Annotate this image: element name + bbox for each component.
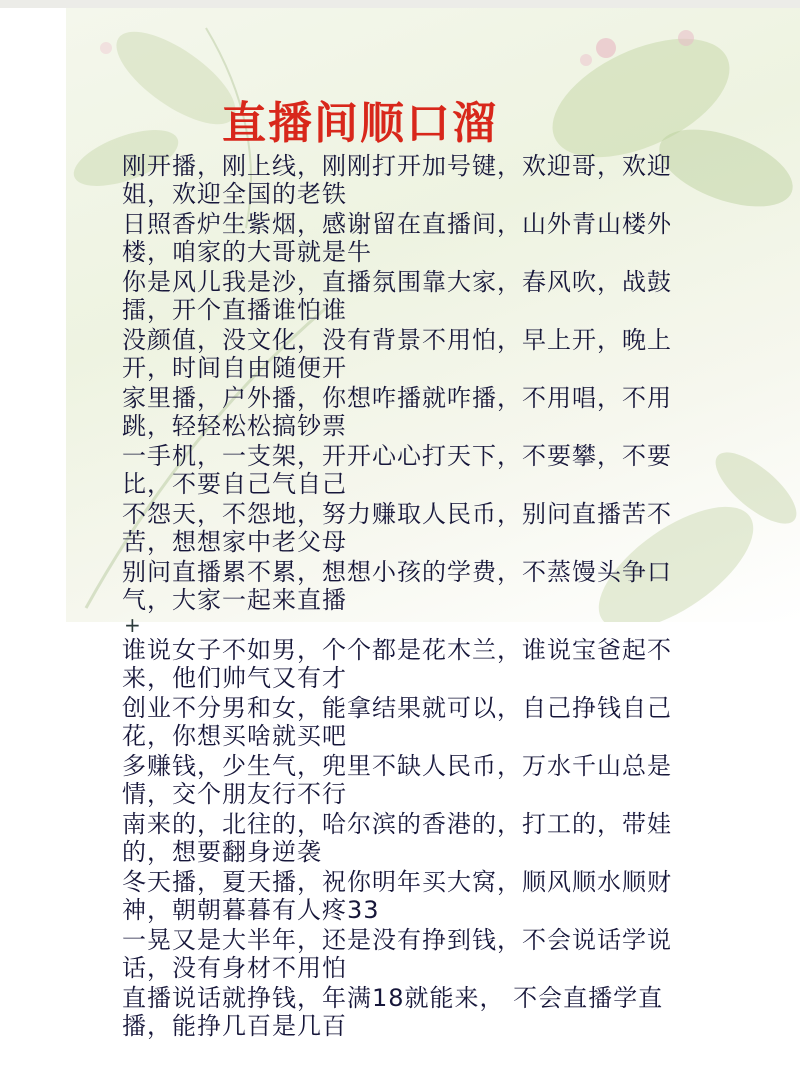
- stanza: 日照香炉生紫烟，感谢留在直播间，山外青山楼外楼，咱家的大哥就是牛: [122, 210, 672, 266]
- page-title: 直播间顺口溜: [222, 98, 498, 149]
- stanza: 没颜值，没文化，没有背景不用怕，早上开，晚上开，时间自由随便开: [122, 326, 672, 382]
- stanza: 你是风儿我是沙，直播氛围靠大家，春风吹，战鼓擂，开个直播谁怕谁: [122, 268, 672, 324]
- stanza: 一手机，一支架，开开心心打天下，不要攀，不要比，不要自己气自己: [122, 442, 672, 498]
- poem-body: [122, 152, 692, 1042]
- stanza: 谁说女子不如男，个个都是花木兰，谁说宝爸起不来，他们帅气又有才: [122, 636, 672, 692]
- stanza: 直播说话就挣钱，年满18就能来， 不会直播学直播，能挣几百是几百: [122, 984, 664, 1040]
- stanza: 冬天播，夏天播，祝你明年买大窝，顺风顺水顺财神，朝朝暮暮有人疼33: [122, 868, 672, 924]
- stanza: 别问直播累不累，想想小孩的学费，不蒸馒头争口气，大家一起来直播: [122, 558, 672, 614]
- stanza: 南来的，北往的，哈尔滨的香港的，打工的，带娃的，想要翻身逆袭: [122, 810, 672, 866]
- top-border-strip: [0, 0, 800, 8]
- separator-plus: +: [124, 613, 141, 637]
- stanza: 家里播，户外播，你想咋播就咋播，不用唱，不用跳，轻轻松松搞钞票: [122, 384, 672, 440]
- stanza: 一晃又是大半年，还是没有挣到钱，不会说话学说话，没有身材不用怕: [122, 926, 672, 982]
- stanza: 不怨天，不怨地，努力赚取人民币，别问直播苦不苦，想想家中老父母: [122, 500, 672, 556]
- stanza: 多赚钱，少生气，兜里不缺人民币，万水千山总是情，交个朋友行不行: [122, 752, 672, 808]
- stanza: 创业不分男和女，能拿结果就可以，自己挣钱自己花，你想买啥就买吧: [122, 694, 672, 750]
- stanza: 刚开播，刚上线，刚刚打开加号键，欢迎哥，欢迎姐，欢迎全国的老铁: [122, 152, 672, 208]
